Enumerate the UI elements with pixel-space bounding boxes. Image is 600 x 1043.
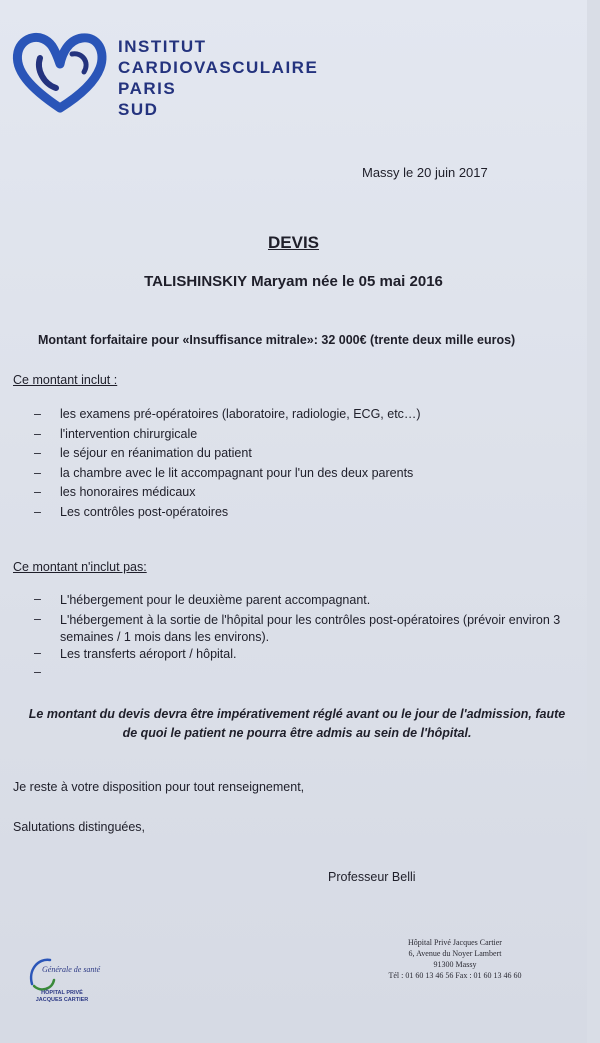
list-item-text: L'hébergement pour le deuxième parent accompagnant. xyxy=(60,593,371,607)
closing-sentence: Je reste à votre disposition pour tout renseignement, xyxy=(13,780,305,794)
list-item-text: les examens pré-opératoires (laboratoire, radiologie, ECG, etc…) xyxy=(60,407,421,421)
institute-line-1: INSTITUT xyxy=(118,37,207,56)
list-item xyxy=(30,427,421,447)
institute-line-4: SUD xyxy=(118,100,159,119)
salutation: Salutations distinguées, xyxy=(13,820,146,834)
list-item-text: L'hébergement à la sortie de l'hôpital pour les contrôles post-opératoires (prévoir environ 3 semaines / 1 mois dans les environs). xyxy=(60,612,561,644)
dash: – xyxy=(34,504,41,519)
logo-script: Générale de santé xyxy=(42,965,101,974)
warning-line-1: Le montant du devis devra être impérativement réglé avant ou le jour de l'admission, faute xyxy=(28,707,566,721)
amount-line: Montant forfaitaire pour «Insuffisance mitrale»: 32 000€ (trente deux mille euros) xyxy=(38,333,516,347)
dash: – xyxy=(34,611,41,626)
institute-name xyxy=(118,36,318,120)
list-item xyxy=(30,466,421,486)
list-item xyxy=(30,407,421,427)
dash: – xyxy=(34,592,41,606)
list-item-text: Les contrôles post-opératoires xyxy=(60,504,229,519)
signature-name: Professeur Belli xyxy=(328,870,416,884)
address-line-3: 91300 Massy xyxy=(433,960,477,969)
list-item-text: Les transferts aéroport / hôpital. xyxy=(60,646,237,661)
list-item-text: le séjour en réanimation du patient xyxy=(60,446,252,460)
included-list xyxy=(30,407,421,524)
address-line-2: 6, Avenue du Noyer Lambert xyxy=(408,949,502,958)
letter-date: Massy le 20 juin 2017 xyxy=(362,165,488,180)
excluded-title: Ce montant n'inclut pas: xyxy=(13,560,147,574)
address-line-4: Tél : 01 60 13 46 56 Fax : 01 60 13 46 60 xyxy=(388,971,522,980)
list-item xyxy=(30,485,421,505)
list-item-text: les honoraires médicaux xyxy=(60,485,196,499)
institute-line-2: CARDIOVASCULAIRE xyxy=(118,58,319,77)
warning-line-2: de quoi le patient ne pourra être admis au sein de l'hôpital. xyxy=(122,726,472,740)
list-item-text: l'intervention chirurgicale xyxy=(60,426,198,441)
dash: – xyxy=(34,407,41,421)
dash: – xyxy=(34,645,41,660)
document-title: DEVIS xyxy=(267,233,320,252)
excluded-list xyxy=(30,592,600,685)
heart-logo-icon xyxy=(10,28,110,118)
payment-warning xyxy=(12,705,582,743)
included-title: Ce montant inclut : xyxy=(13,373,118,387)
list-item xyxy=(30,646,600,666)
list-item xyxy=(30,612,600,646)
hospital-logo-line-1: HÔPITAL PRIVÉ xyxy=(41,990,83,996)
list-item xyxy=(30,446,421,466)
list-item xyxy=(30,665,600,685)
dash: – xyxy=(34,446,41,460)
address-line-1: Hôpital Privé Jacques Cartier xyxy=(408,938,502,947)
dash: – xyxy=(34,485,41,499)
list-item xyxy=(30,505,421,525)
list-item xyxy=(30,592,600,612)
list-item-text: la chambre avec le lit accompagnant pour l'un des deux parents xyxy=(60,465,414,480)
dash: – xyxy=(34,465,41,480)
dash: – xyxy=(34,426,41,441)
hospital-logo-line-2: JACQUES CARTIER xyxy=(35,997,89,1003)
dash: – xyxy=(34,665,41,679)
institute-line-3: PARIS xyxy=(118,79,177,98)
hospital-address xyxy=(340,937,570,981)
patient-subject: TALISHINSKIY Maryam née le 05 mai 2016 xyxy=(144,273,443,290)
hospital-logo-text xyxy=(22,990,102,1004)
